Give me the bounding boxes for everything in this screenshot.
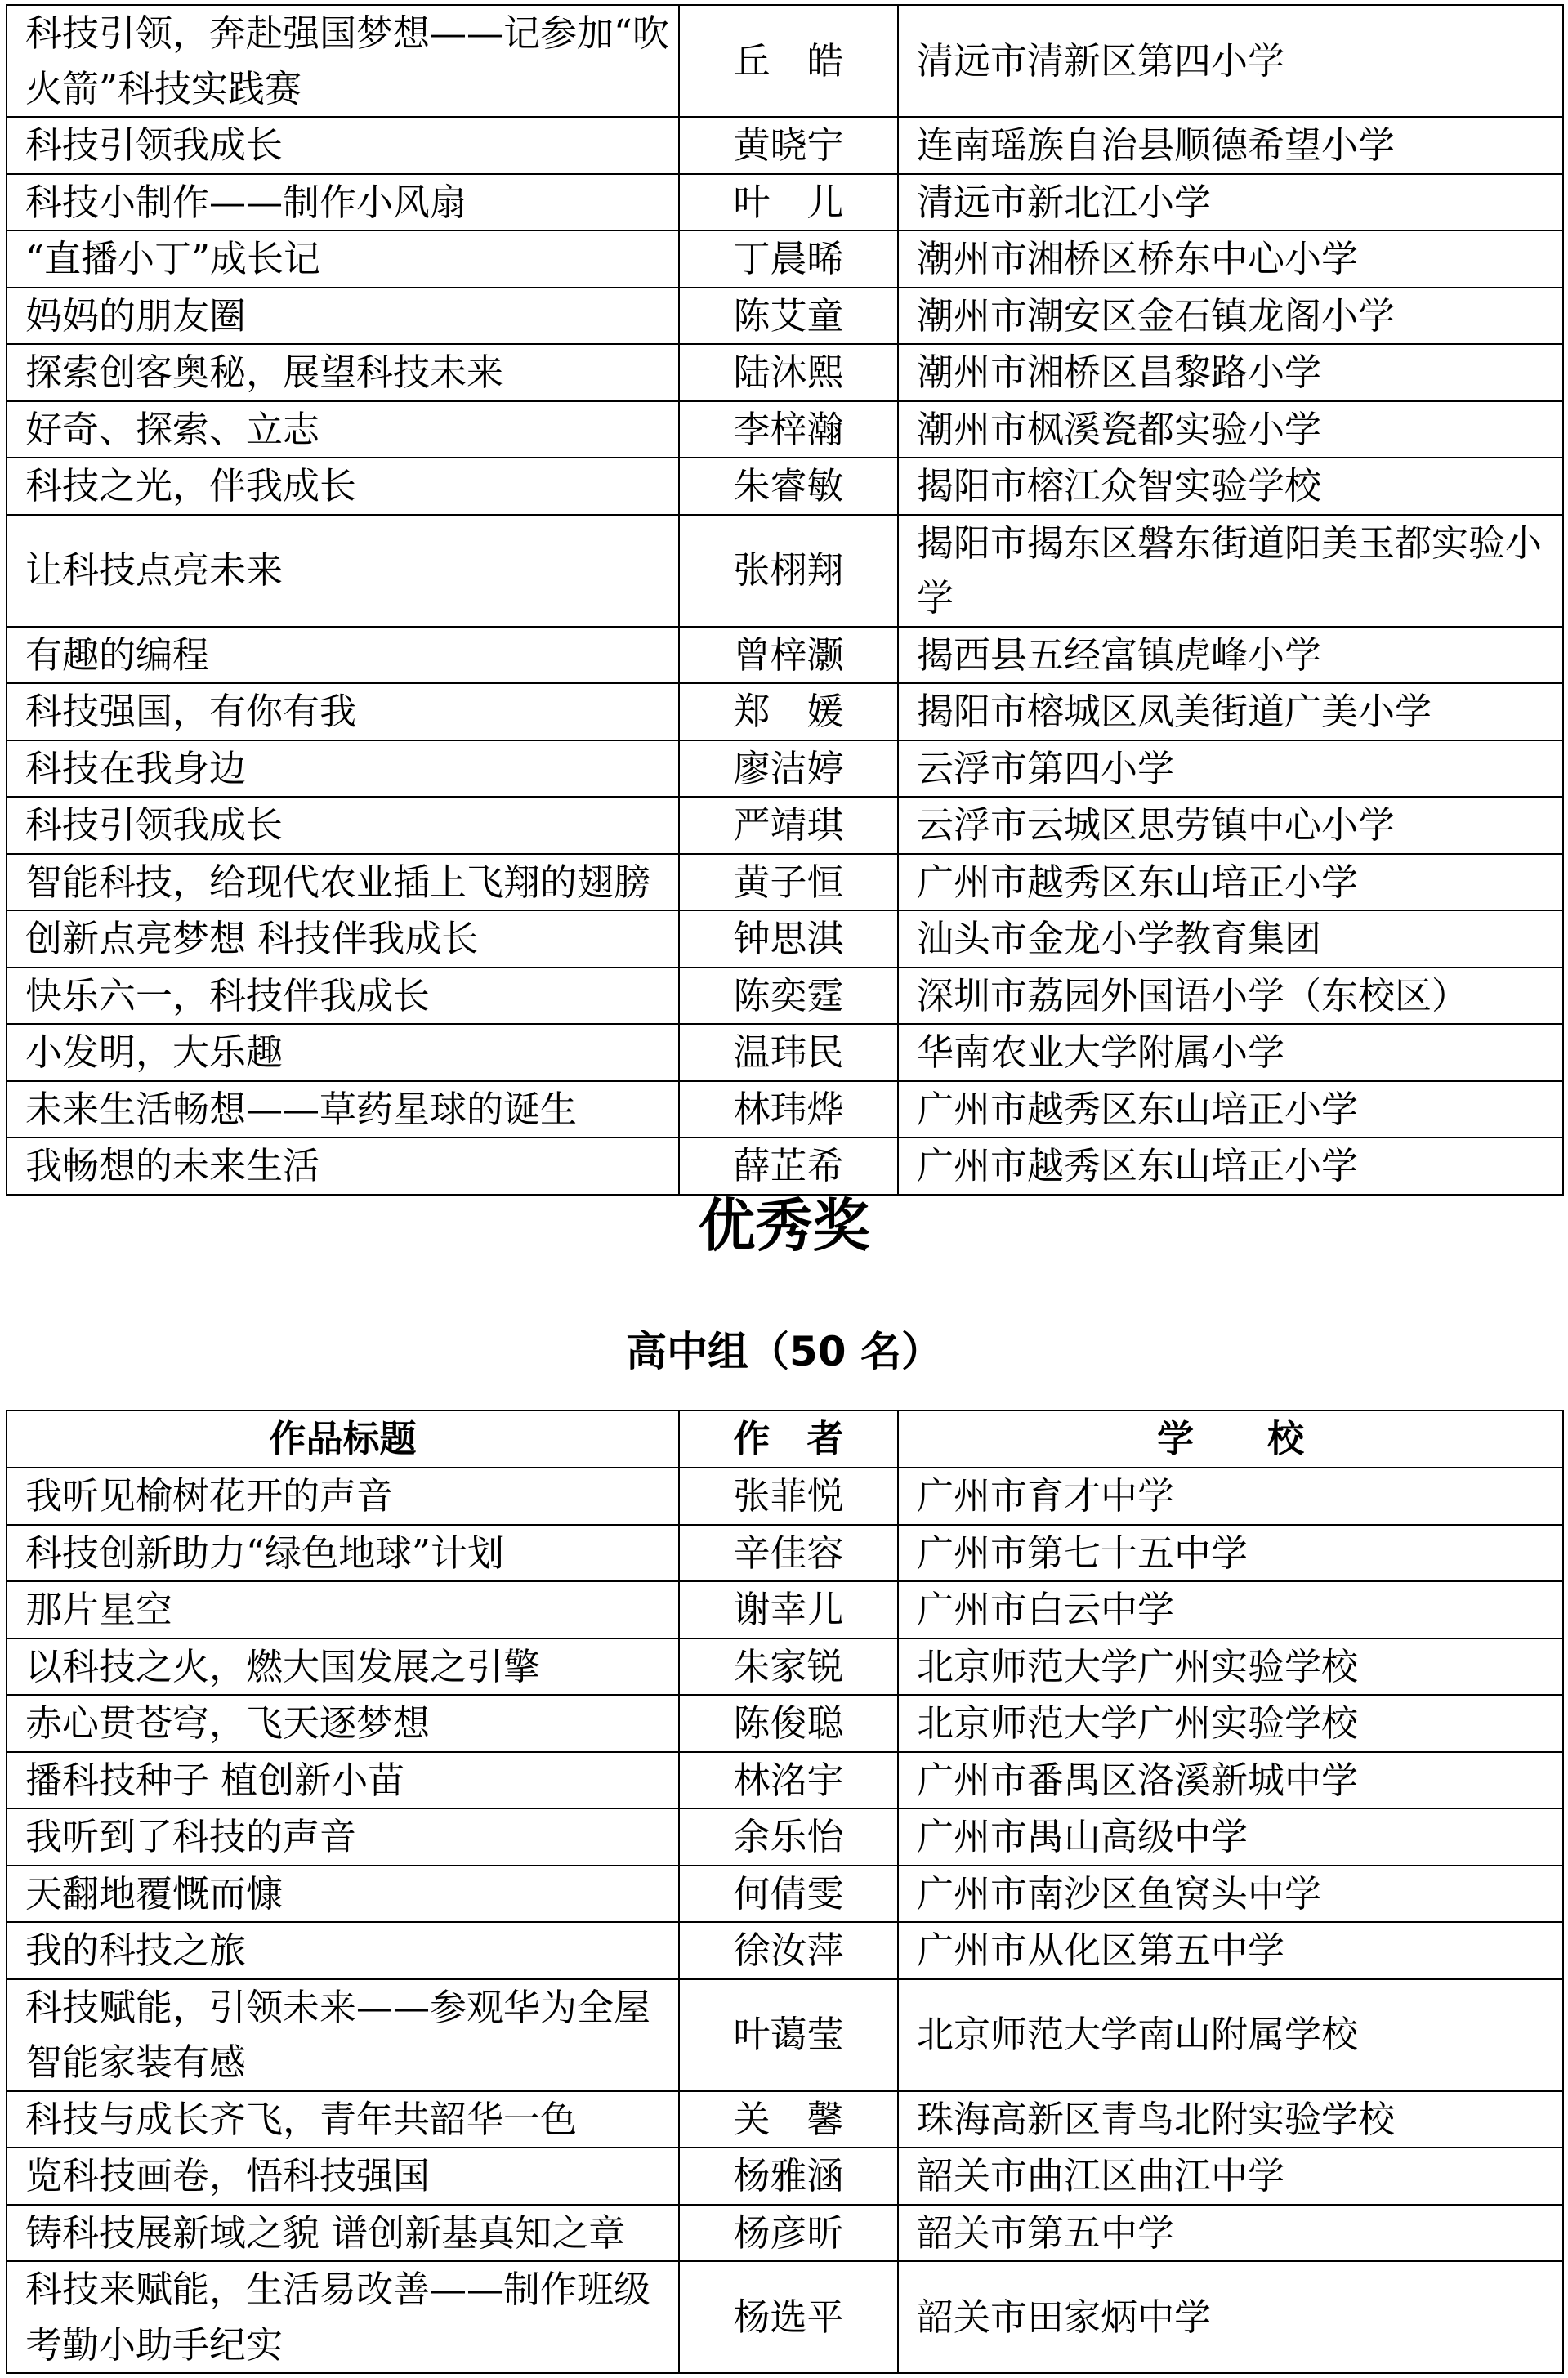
author-name: 林玮烨 [679,1081,898,1138]
work-title: 科技在我身边 [7,740,679,798]
work-title: 播科技种子 植创新小苗 [7,1752,679,1809]
work-title: 探索创客奥秘，展望科技未来 [7,344,679,401]
author-name: 朱家锐 [679,1638,898,1696]
table-row [7,2091,1563,2148]
school-name: 揭西县五经富镇虎峰小学 [898,627,1563,684]
work-title: 我听见榆树花开的声音 [7,1468,679,1525]
table-row [7,1638,1563,1696]
school-name: 汕头市金龙小学教育集团 [898,910,1563,968]
school-name: 韶关市田家炳中学 [898,2261,1563,2373]
table-row [7,797,1563,854]
table-row [7,117,1563,174]
school-name: 潮州市枫溪瓷都实验小学 [898,401,1563,458]
table-row [7,1808,1563,1866]
school-name: 深圳市荔园外国语小学（东校区） [898,968,1563,1025]
table-row [7,1979,1563,2091]
table-row [7,1468,1563,1525]
work-title: 以科技之火，燃大国发展之引擎 [7,1638,679,1696]
work-title: 我的科技之旅 [7,1922,679,1979]
school-name: 潮州市湘桥区桥东中心小学 [898,230,1563,288]
author-name: 朱睿敏 [679,458,898,515]
table-row [7,1138,1563,1195]
column-header-author: 作 者 [679,1410,898,1468]
table-row [7,683,1563,740]
author-name: 温玮民 [679,1024,898,1081]
school-name: 广州市从化区第五中学 [898,1922,1563,1979]
author-name: 叶 儿 [679,174,898,231]
school-name: 北京师范大学南山附属学校 [898,1979,1563,2091]
author-name: 严靖琪 [679,797,898,854]
table-row [7,401,1563,458]
table-row [7,1525,1563,1582]
school-name: 潮州市潮安区金石镇龙阁小学 [898,288,1563,345]
author-name: 林洺宇 [679,1752,898,1809]
table-row [7,1081,1563,1138]
work-title: 妈妈的朋友圈 [7,288,679,345]
work-title: 科技引领我成长 [7,117,679,174]
table-row [7,968,1563,1025]
author-name: 杨选平 [679,2261,898,2373]
table-row [7,2205,1563,2262]
work-title: 快乐六一，科技伴我成长 [7,968,679,1025]
column-header-title: 作品标题 [7,1410,679,1468]
author-name: 李梓瀚 [679,401,898,458]
author-name: 黄晓宁 [679,117,898,174]
author-name: 钟思淇 [679,910,898,968]
school-name: 广州市越秀区东山培正小学 [898,854,1563,911]
author-name: 辛佳容 [679,1525,898,1582]
author-name: 张栩翔 [679,515,898,627]
author-name: 陈俊聪 [679,1695,898,1752]
school-name: 揭阳市揭东区磐东街道阳美玉都实验小学 [898,515,1563,627]
author-name: 余乐怡 [679,1808,898,1866]
work-title: 赤心贯苍穹，飞天逐梦想 [7,1695,679,1752]
table-row [7,458,1563,515]
table-row [7,230,1563,288]
table-row [7,1695,1563,1752]
school-name: 韶关市曲江区曲江中学 [898,2148,1563,2205]
author-name: 廖洁婷 [679,740,898,798]
author-name: 徐汝萍 [679,1922,898,1979]
school-name: 潮州市湘桥区昌黎路小学 [898,344,1563,401]
author-name: 丁晨晞 [679,230,898,288]
group-heading: 高中组（50 名） [626,1328,942,1375]
school-name: 华南农业大学附属小学 [898,1024,1563,1081]
author-name: 谢幸儿 [679,1581,898,1638]
table-row [7,854,1563,911]
work-title: 创新点亮梦想 科技伴我成长 [7,910,679,968]
table-row [7,1581,1563,1638]
school-name: 广州市越秀区东山培正小学 [898,1081,1563,1138]
table-row [7,515,1563,627]
author-name: 陈奕霆 [679,968,898,1025]
table-row [7,740,1563,798]
author-name: 郑 媛 [679,683,898,740]
school-name: 云浮市第四小学 [898,740,1563,798]
table-row [7,1866,1563,1923]
work-title: 科技之光，伴我成长 [7,458,679,515]
work-title: 有趣的编程 [7,627,679,684]
work-title: 铸科技展新域之貌 谱创新基真知之章 [7,2205,679,2262]
work-title: 科技赋能，引领未来——参观华为全屋智能家装有感 [7,1979,679,2091]
author-name: 杨雅涵 [679,2148,898,2205]
author-name: 陈艾童 [679,288,898,345]
author-name: 杨彦昕 [679,2205,898,2262]
school-name: 北京师范大学广州实验学校 [898,1638,1563,1696]
work-title: “直播小丁”成长记 [7,230,679,288]
school-name: 珠海高新区青鸟北附实验学校 [898,2091,1563,2148]
award-table-top [6,4,1564,1196]
work-title: 科技与成长齐飞，青年共韶华一色 [7,2091,679,2148]
award-heading: 优秀奖 [698,1192,870,1259]
school-name: 连南瑶族自治县顺德希望小学 [898,117,1563,174]
school-name: 广州市育才中学 [898,1468,1563,1525]
school-name: 广州市禺山高级中学 [898,1808,1563,1866]
table-row [7,2148,1563,2205]
school-name: 广州市南沙区鱼窝头中学 [898,1866,1563,1923]
work-title: 未来生活畅想——草药星球的诞生 [7,1081,679,1138]
work-title: 天翻地覆慨而慷 [7,1866,679,1923]
table-row [7,1024,1563,1081]
author-name: 黄子恒 [679,854,898,911]
work-title: 让科技点亮未来 [7,515,679,627]
table-row [7,910,1563,968]
author-name: 丘 皓 [679,5,898,117]
table-row [7,344,1563,401]
author-name: 关 馨 [679,2091,898,2148]
school-name: 揭阳市榕城区凤美街道广美小学 [898,683,1563,740]
table-row [7,1752,1563,1809]
school-name: 北京师范大学广州实验学校 [898,1695,1563,1752]
table-row [7,627,1563,684]
work-title: 科技小制作——制作小风扇 [7,174,679,231]
column-header-school: 学 校 [898,1410,1563,1468]
award-table-high-school [6,1410,1564,2374]
work-title: 智能科技，给现代农业插上飞翔的翅膀 [7,854,679,911]
school-name: 广州市第七十五中学 [898,1525,1563,1582]
school-name: 揭阳市榕江众智实验学校 [898,458,1563,515]
work-title: 科技引领，奔赴强国梦想——记参加“吹火箭”科技实践赛 [7,5,679,117]
school-name: 清远市新北江小学 [898,174,1563,231]
table-row [7,1922,1563,1979]
table-row [7,5,1563,117]
table-row [7,174,1563,231]
school-name: 云浮市云城区思劳镇中心小学 [898,797,1563,854]
author-name: 何倩雯 [679,1866,898,1923]
work-title: 览科技画卷，悟科技强国 [7,2148,679,2205]
author-name: 陆沐熙 [679,344,898,401]
author-name: 薛芷希 [679,1138,898,1195]
school-name: 广州市越秀区东山培正小学 [898,1138,1563,1195]
school-name: 清远市清新区第四小学 [898,5,1563,117]
work-title: 那片星空 [7,1581,679,1638]
table-row [7,2261,1563,2373]
table-header-row [7,1410,1563,1468]
work-title: 我畅想的未来生活 [7,1138,679,1195]
work-title: 我听到了科技的声音 [7,1808,679,1866]
work-title: 科技创新助力“绿色地球”计划 [7,1525,679,1582]
school-name: 韶关市第五中学 [898,2205,1563,2262]
author-name: 张菲悦 [679,1468,898,1525]
work-title: 科技强国，有你有我 [7,683,679,740]
table-row [7,288,1563,345]
school-name: 广州市白云中学 [898,1581,1563,1638]
author-name: 曾梓灏 [679,627,898,684]
author-name: 叶蔼莹 [679,1979,898,2091]
work-title: 科技引领我成长 [7,797,679,854]
work-title: 科技来赋能，生活易改善——制作班级考勤小助手纪实 [7,2261,679,2373]
school-name: 广州市番禺区洛溪新城中学 [898,1752,1563,1809]
work-title: 小发明，大乐趣 [7,1024,679,1081]
work-title: 好奇、探索、立志 [7,401,679,458]
